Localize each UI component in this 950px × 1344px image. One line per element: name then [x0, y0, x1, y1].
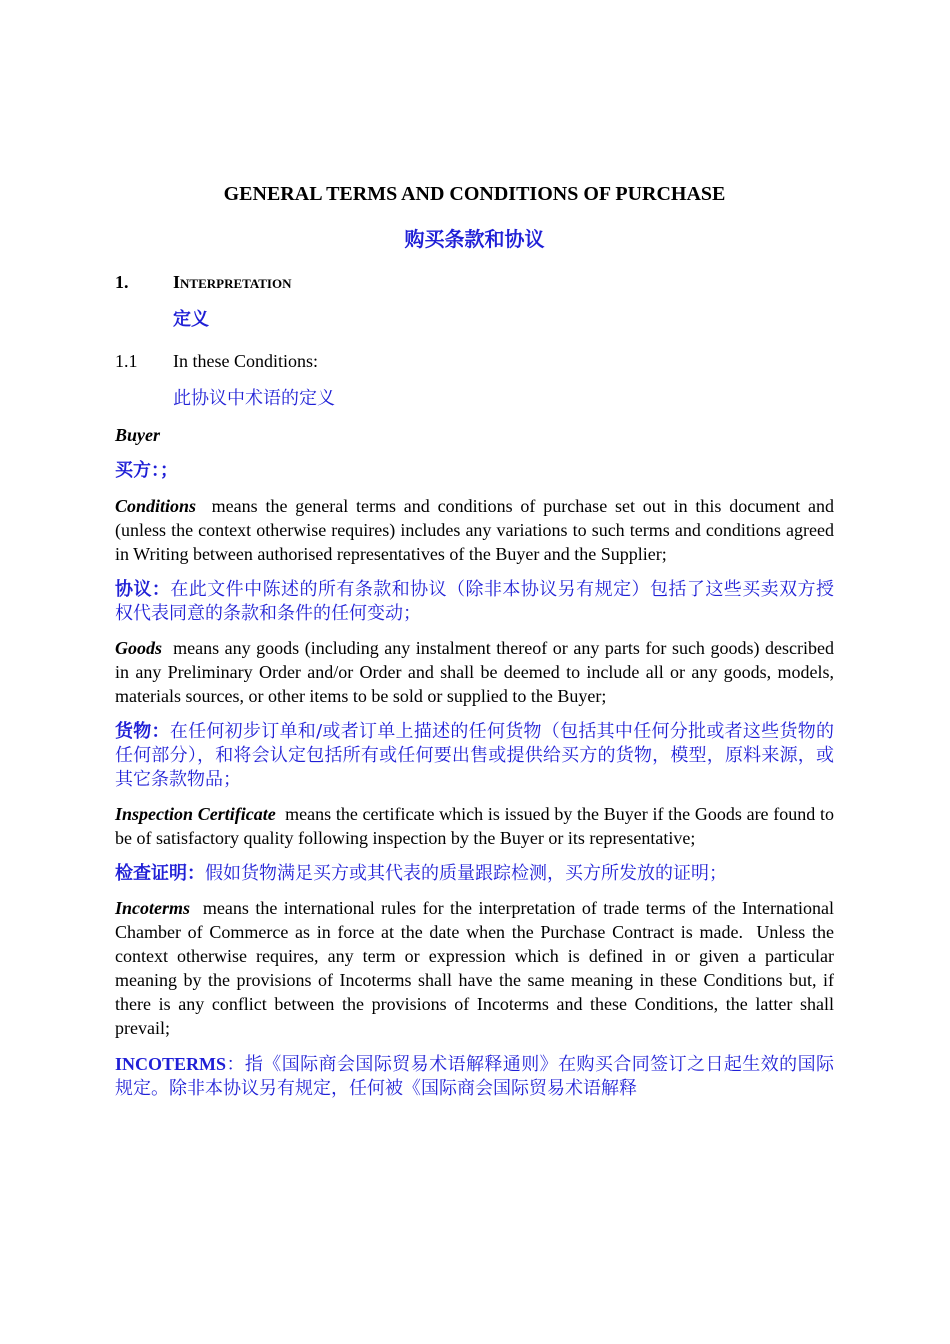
clause-number: 1.1: [115, 351, 138, 371]
section-heading: [115, 269, 834, 295]
definition-term: Conditions: [115, 496, 197, 516]
clause-row: [115, 348, 834, 374]
definition-term: Goods: [115, 638, 163, 658]
definition-text: means the international rules for the interpretation of trade terms of the International Chamber of Commerce as in force at the date when the Purchase Contract is made. Unless the context otherwise requires, any term or expression which is defined in or given a particular meaning by the provisions of Incoterms shall have the same meaning in these Conditions but, if there is any conflict between the provisions of Incoterms and these Conditions, the latter shall prevail;: [115, 898, 839, 1038]
definition-text: means the certificate which is issued by the Buyer if the Goods are found to be of satisfactory quality following inspection by the Buyer or its representative;: [115, 804, 839, 848]
buyer-term-cn: 买方：；: [115, 460, 178, 481]
document-title-cn: 购买条款和协议: [404, 227, 545, 251]
definition-text: means the general terms and conditions of purchase set out in this document and (unless the context otherwise requires) includes any variations to such terms and conditions agreed in Writing between authorised representatives of the Buyer and the Supplier;: [115, 496, 839, 564]
definition-term-cn: 协议：: [115, 579, 171, 600]
definition-term-cn: INCOTERMS: [115, 1054, 227, 1074]
definition-conditions-cn: [115, 578, 834, 626]
definition-term-cn: 检查证明：: [115, 863, 205, 884]
buyer-term: Buyer: [115, 425, 160, 445]
definition-goods: [115, 636, 839, 708]
section-heading-text: Interpretation: [173, 272, 292, 292]
section-heading-cn: 定义: [173, 309, 209, 330]
definition-incoterms-cn: [115, 1052, 834, 1101]
definition-inspection-certificate: [115, 802, 839, 850]
clause-text: In these Conditions:: [173, 351, 318, 371]
definition-goods-cn: [115, 720, 834, 792]
section-number: 1.: [115, 272, 129, 292]
clause-text-cn: 此协议中术语的定义: [173, 388, 335, 409]
document-content: [115, 180, 839, 1101]
document-title: GENERAL TERMS AND CONDITIONS OF PURCHASE: [223, 183, 726, 205]
definition-text: means any goods (including any instalment thereof or any parts for such goods) described in any Preliminary Order and/or Order and shall be deemed to include all or any goods, models, materials sources, or other items to be sold or supplied to the Buyer;: [115, 638, 839, 706]
definition-term: Incoterms: [115, 898, 191, 918]
definition-incoterms: [115, 896, 839, 1040]
definition-text-cn: 假如货物满足买方或其代表的质量跟踪检测，买方所发放的证明；: [205, 863, 727, 884]
definition-term: Inspection Certificate: [115, 804, 276, 824]
definition-text-cn: 在任何初步订单和/或者订单上描述的任何货物（包括其中任何分批或者这些货物的任何部分），和将会认定包括所有或任何要出售或提供给买方的货物，模型，原料来源，或其它条款物品；: [115, 721, 835, 790]
definition-text-cn: ：指《国际商会国际贸易术语解释通则》在购买合同签订之日起生效的国际规定。除非本协议另有规定，任何被《国际商会国际贸易术语解释: [115, 1054, 834, 1099]
definition-inspection-certificate-cn: [115, 862, 834, 886]
definition-text-cn: 在此文件中陈述的所有条款和协议（除非本协议另有规定）包括了这些买卖双方授权代表同意的条款和条件的任何变动；: [115, 579, 834, 624]
definition-term-cn: 货物：: [115, 721, 170, 742]
definition-conditions: [115, 494, 839, 566]
